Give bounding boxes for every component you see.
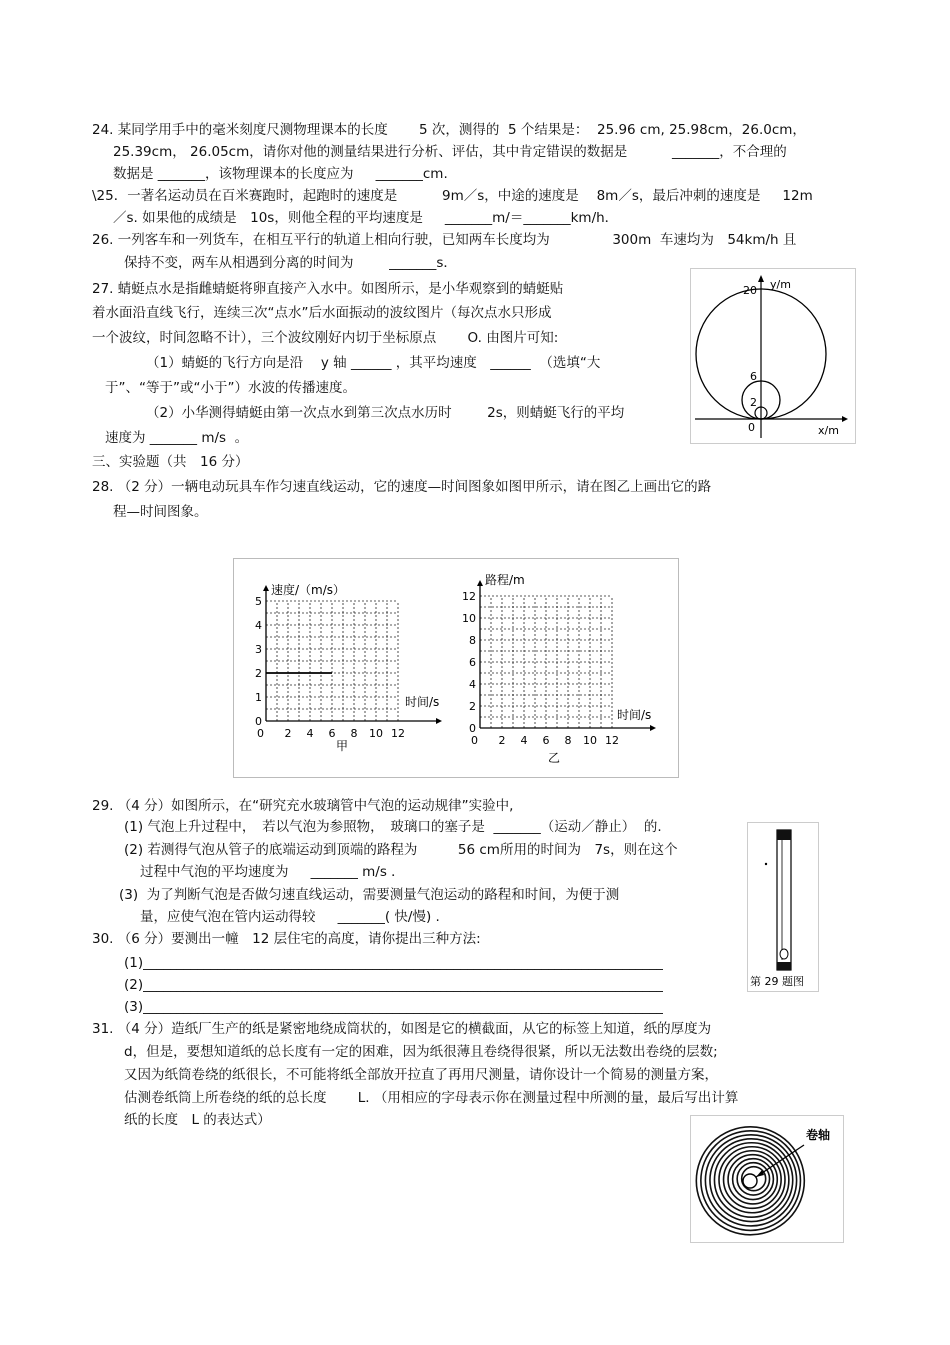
left-y-tick-label: 2 bbox=[255, 667, 262, 680]
glass-tube-figure bbox=[747, 822, 819, 992]
q29-line-5: (3) 为了判断气泡是否做匀速直线运动，需要测量气泡运动的路程和时间，为便于测 bbox=[119, 887, 620, 903]
left-x-tick-label: 8 bbox=[350, 727, 358, 740]
right-y-tick-label: 4 bbox=[469, 678, 476, 691]
q29-line-2: (1) 气泡上升过程中， 若以气泡为参照物， 玻璃口的塞子是 _______（运动／静止） 的. bbox=[124, 819, 662, 835]
right-x-tick-label: 6 bbox=[542, 734, 550, 747]
x-axis-arrow-icon bbox=[842, 416, 848, 422]
tube-bottom bbox=[777, 962, 791, 970]
right-time-axis-label: 时间/s bbox=[617, 708, 652, 722]
left-y-arrow-icon bbox=[263, 585, 269, 591]
left-x-tick-label: 2 bbox=[284, 727, 292, 740]
x-axis-label: x/m bbox=[818, 424, 839, 437]
y-axis-label: y/m bbox=[770, 278, 791, 291]
right-x-tick-label: 8 bbox=[564, 734, 572, 747]
caption-jia: 甲 bbox=[336, 739, 349, 753]
q28-line-1: 28. （2 分）一辆电动玩具车作匀速直线运动，它的速度—时间图象如图甲所示，请在图乙上画出它的路 bbox=[92, 479, 712, 495]
tick-0: 0 bbox=[748, 421, 755, 434]
q31-line-3: 又因为纸筒卷绕的纸很长，不可能将纸全部放开拉直了再用尺测量，请你设计一个简易的测量方案， bbox=[124, 1067, 718, 1083]
right-y-tick-label: 6 bbox=[469, 656, 476, 669]
right-x-tick-label: 2 bbox=[498, 734, 506, 747]
q27-line-2: 着水面沿直线飞行，连续三次“点水”后水面振动的波纹图片（每次点水只形成 bbox=[92, 305, 552, 321]
left-origin-label: 0 bbox=[257, 727, 264, 740]
left-y-tick-label: 1 bbox=[255, 691, 262, 704]
right-origin-label: 0 bbox=[471, 734, 478, 747]
q24-line-3: 数据是 _______，该物理课本的长度应为 _______cm. bbox=[113, 166, 448, 182]
left-time-axis-label: 时间/s bbox=[405, 695, 440, 709]
tick-20: 20 bbox=[743, 284, 757, 297]
q25-line-1: \25．一著名运动员在百米赛跑时，起跑时的速度是 9m／s，中途的速度是 8m／s，最后冲刺的速度是 12m bbox=[92, 188, 813, 204]
paper-roll-figure bbox=[690, 1115, 844, 1243]
left-x-tick-label: 4 bbox=[306, 727, 314, 740]
q29-line-4: 过程中气泡的平均速度为 _______ m/s ． bbox=[140, 864, 405, 880]
left-y-tick-label: 4 bbox=[255, 619, 262, 632]
right-x-tick-label: 4 bbox=[520, 734, 528, 747]
q31-line-2: d，但是，要想知道纸的总长度有一定的困难，因为纸很薄且卷绕得很紧，所以无法数出卷绕的层数; bbox=[124, 1044, 718, 1060]
right-y-tick-label: 10 bbox=[462, 612, 476, 625]
q30-blank-1: (1)_____________________________________________________________________________ bbox=[124, 955, 663, 971]
mark-dot bbox=[765, 863, 767, 865]
ripple-figure bbox=[690, 268, 856, 444]
q31-line-1: 31. （4 分）造纸厂生产的纸是紧密地绕成筒状的，如图是它的横截面，从它的标签上知道，纸的厚度为 bbox=[92, 1021, 712, 1037]
left-x-tick-label: 12 bbox=[391, 727, 405, 740]
q29-line-6: 量，应使气泡在管内运动得较 _______( 快/慢) . bbox=[140, 909, 440, 925]
left-x-tick-label: 6 bbox=[328, 727, 336, 740]
q24-line-1: 24. 某同学用手中的毫米刻度尺测物理课本的长度 5 次，测得的 5 个结果是： 25.96 cm, 25.98cm，26.0cm， bbox=[92, 122, 806, 138]
right-y-tick-label: 0 bbox=[469, 722, 476, 735]
q30-line-1: 30. （6 分）要测出一幢 12 层住宅的高度，请你提出三种方法: bbox=[92, 931, 481, 947]
q30-blank-2: (2)_____________________________________________________________________________ bbox=[124, 977, 663, 993]
right-y-tick-label: 12 bbox=[462, 590, 476, 603]
right-x-tick-label: 10 bbox=[583, 734, 597, 747]
q27-line-5: 于”、“等于”或“小于”）水波的传播速度。 bbox=[105, 380, 356, 396]
q31-line-4: 估测卷纸筒上所卷绕的纸的总长度 L. （用相应的字母表示你在测量过程中所测的量，最后写出计算 bbox=[124, 1090, 739, 1106]
air-bubble bbox=[780, 949, 788, 959]
q29-line-3: (2) 若测得气泡从管子的底端运动到顶端的路程为 56 cm所用的时间为 7s，则在这个 bbox=[124, 842, 678, 858]
section-three-title: 三、实验题（共 16 分） bbox=[92, 454, 249, 470]
q26-line-1: 26. 一列客车和一列货车，在相互平行的轨道上相向行驶，已知两车长度均为 300m 车速均为 54km/h 且 bbox=[92, 232, 797, 248]
distance-time-graph bbox=[462, 573, 656, 765]
left-y-tick-label: 0 bbox=[255, 715, 262, 728]
q30-blank-3: (3)_____________________________________________________________________________ bbox=[124, 999, 663, 1015]
q27-line-4: （1）蜻蜓的飞行方向是沿 y 轴 ______ ，其平均速度 ______ （选填“大 bbox=[146, 355, 601, 371]
q26-line-2: 保持不变，两车从相遇到分离的时间为 _______s． bbox=[124, 255, 457, 271]
velocity-axis-label: 速度/（m/s） bbox=[271, 583, 346, 597]
right-y-arrow-icon bbox=[477, 580, 483, 586]
q28-line-2: 程—时间图象。 bbox=[113, 504, 208, 520]
caption-yi: 乙 bbox=[548, 751, 561, 765]
right-y-tick-label: 2 bbox=[469, 700, 476, 713]
left-y-tick-label: 3 bbox=[255, 643, 262, 656]
velocity-time-graph bbox=[255, 582, 442, 753]
q24-line-2: 25.39cm， 26.05cm，请你对他的测量结果进行分析、评估，其中肯定错误的数据是 _______，不合理的 bbox=[113, 144, 787, 160]
q27-line-1: 27. 蜻蜓点水是指雌蜻蜓将卵直接产入水中。如图所示，是小华观察到的蜻蜓贴 bbox=[92, 281, 564, 297]
left-y-tick-label: 5 bbox=[255, 595, 262, 608]
left-x-tick-label: 10 bbox=[369, 727, 383, 740]
left-x-arrow-icon bbox=[436, 718, 442, 724]
right-y-tick-label: 8 bbox=[469, 634, 476, 647]
q29-line-1: 29. （4 分）如图所示，在“研究充水玻璃管中气泡的运动规律”实验中, bbox=[92, 798, 514, 814]
tick-2: 2 bbox=[750, 396, 757, 409]
tick-6: 6 bbox=[750, 370, 757, 383]
axis-label: 卷轴 bbox=[806, 1128, 831, 1142]
tube-top-stopper bbox=[777, 830, 791, 840]
q25-line-2: ／s. 如果他的成绩是 10s，则他全程的平均速度是 _______m/＝_______km/h． bbox=[113, 210, 619, 226]
motion-graphs-figure bbox=[233, 558, 679, 778]
q27-line-3: 一个波纹，时间忽略不计），三个波纹刚好内切于坐标原点 O. 由图片可知: bbox=[92, 330, 559, 346]
q27-line-6: （2）小华测得蜻蜓由第一次点水到第三次点水历时 2s，则蜻蜓飞行的平均 bbox=[146, 405, 625, 421]
figure-29-caption: 第 29 题图 bbox=[750, 975, 804, 988]
roll-axis bbox=[743, 1174, 757, 1188]
q31-line-5: 纸的长度 L 的表达式） bbox=[124, 1112, 271, 1128]
right-x-tick-label: 12 bbox=[605, 734, 619, 747]
q27-line-7: 速度为 _______ m/s 。 bbox=[105, 430, 249, 446]
right-x-arrow-icon bbox=[650, 725, 656, 731]
distance-axis-label: 路程/m bbox=[485, 573, 525, 587]
y-axis-arrow-icon bbox=[758, 275, 764, 282]
